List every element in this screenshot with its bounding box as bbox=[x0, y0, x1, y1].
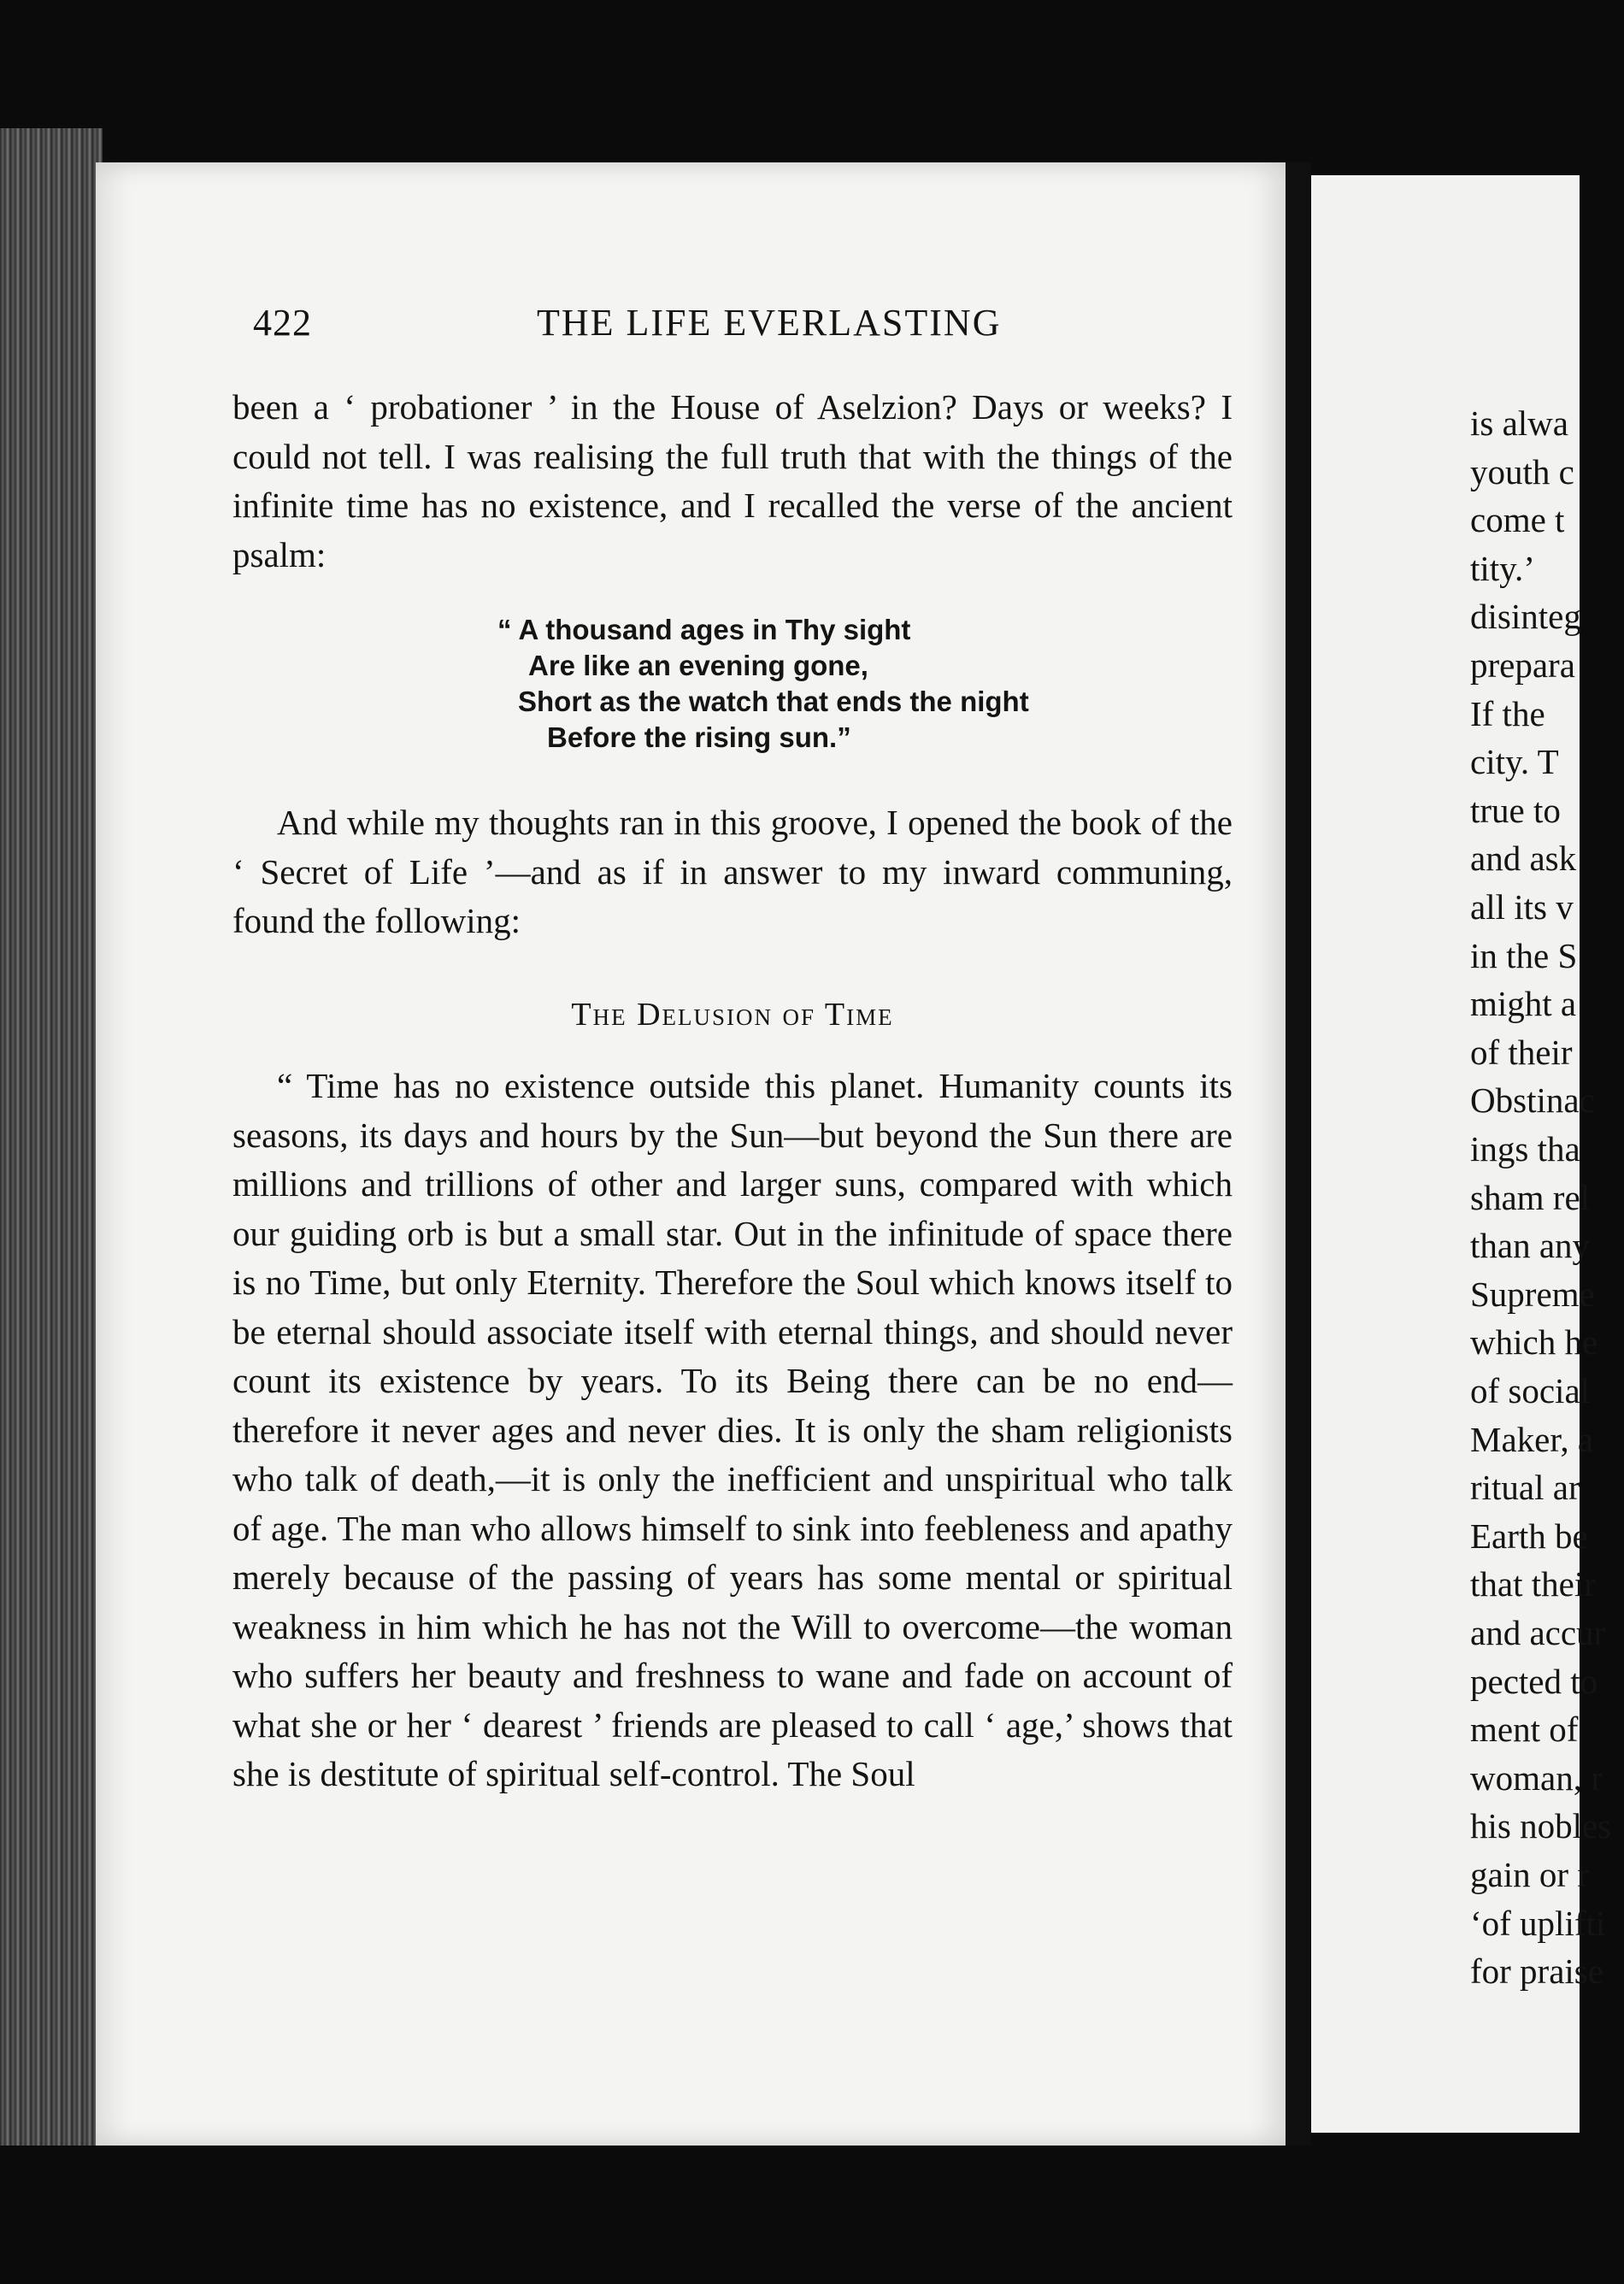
left-page-text bbox=[232, 383, 1233, 1799]
right-page-line: woman, r bbox=[1470, 1757, 1603, 1798]
right-page-line: sham rel bbox=[1470, 1177, 1591, 1217]
right-page-line: and ask bbox=[1470, 839, 1577, 879]
right-page-line: that their bbox=[1470, 1564, 1596, 1604]
right-page-line: all its v bbox=[1470, 887, 1574, 927]
right-page-line: Supreme bbox=[1470, 1274, 1595, 1314]
right-page-line: which he bbox=[1470, 1322, 1598, 1363]
verse-line: Before the rising sun.” bbox=[547, 721, 851, 753]
psalm-verse bbox=[497, 612, 1233, 756]
right-page-line: prepara bbox=[1470, 645, 1575, 685]
right-page-line: of social bbox=[1470, 1371, 1591, 1410]
right-page-line: is alwa bbox=[1470, 403, 1568, 443]
right-page-line: might a bbox=[1470, 984, 1577, 1024]
right-page-line: for praise bbox=[1470, 1951, 1603, 1992]
running-title: THE LIFE EVERLASTING bbox=[537, 302, 1002, 344]
right-page-line: ings tha bbox=[1470, 1129, 1580, 1168]
right-page-line: his nobles bbox=[1470, 1806, 1612, 1846]
right-page-line: and accur bbox=[1470, 1613, 1606, 1652]
opening-paragraph: been a ‘ probationer ’ in the House of Aselzion? Days or weeks? I could not tell. I was realising the full truth that with the things of the infinite time has no existence, and I recalled the verse of the ancient psalm: bbox=[232, 387, 1233, 574]
right-page-line: come t bbox=[1470, 500, 1565, 540]
right-page-line: disinteg bbox=[1470, 597, 1581, 637]
book-page-edges bbox=[0, 128, 103, 2146]
right-page-line: of their bbox=[1470, 1032, 1573, 1072]
right-page-line: tity.’ bbox=[1470, 548, 1535, 588]
right-page-line: in the S bbox=[1470, 935, 1578, 975]
right-page-line: Maker, a bbox=[1470, 1419, 1594, 1459]
right-page-line: Earth be bbox=[1470, 1516, 1588, 1556]
quoted-passage: “ Time has no existence outside this planet. Humanity counts its seasons, its days and hours by the Sun—but beyond the Sun there are millions and trillions of other and larger suns, compared with which our guiding orb is but a small star. Out in the infinitude of space there is no Time, but only Eternity. Therefore the Soul which knows itself to be eternal should associate itself with eternal things, and should never count its existence by years. To its Being there can be no end—therefore it never ages and never dies. It is only the sham religionists who talk of death,—it is only the inefficient and unspiritual who talk of age. The man who allows himself to sink into feebleness and apathy merely because of the passing of years has some mental or spiritual weakness in him which he has not the Will to overcome—the woman who suffers her beauty and freshness to wane and fade on account of what she or her ‘ dearest ’ friends are pleased to call ‘ age,’ shows that she is destitute of spiritual self-control. The Soul bbox=[232, 1066, 1233, 1793]
right-page-line: than any bbox=[1470, 1226, 1591, 1266]
right-page-line: Obstinac bbox=[1470, 1080, 1595, 1121]
right-page-line: gain or r bbox=[1470, 1855, 1589, 1894]
right-page-line: pected to bbox=[1470, 1661, 1598, 1701]
right-page-line: ment of bbox=[1470, 1710, 1579, 1750]
right-page-line: ‘of uplifti bbox=[1470, 1903, 1606, 1943]
right-page-line: youth c bbox=[1470, 451, 1574, 492]
page-header bbox=[154, 301, 1222, 361]
second-paragraph: And while my thoughts ran in this groove, I opened the book of the ‘ Secret of Life ’—and as if in answer to my inward communing, found the following: bbox=[232, 803, 1233, 940]
verse-line: Short as the watch that ends the night bbox=[518, 686, 1029, 717]
right-page-line: true to bbox=[1470, 790, 1561, 830]
right-page-line: If the bbox=[1470, 693, 1545, 733]
page-number: 422 bbox=[253, 302, 312, 344]
right-page-line: city. T bbox=[1470, 742, 1559, 782]
right-page-line: ritual ar bbox=[1470, 1468, 1580, 1508]
verse-line: Are like an evening gone, bbox=[528, 650, 868, 681]
section-heading: The Delusion of Time bbox=[571, 996, 894, 1033]
book-gutter bbox=[1286, 162, 1311, 2146]
verse-line: “ A thousand ages in Thy sight bbox=[497, 614, 911, 645]
